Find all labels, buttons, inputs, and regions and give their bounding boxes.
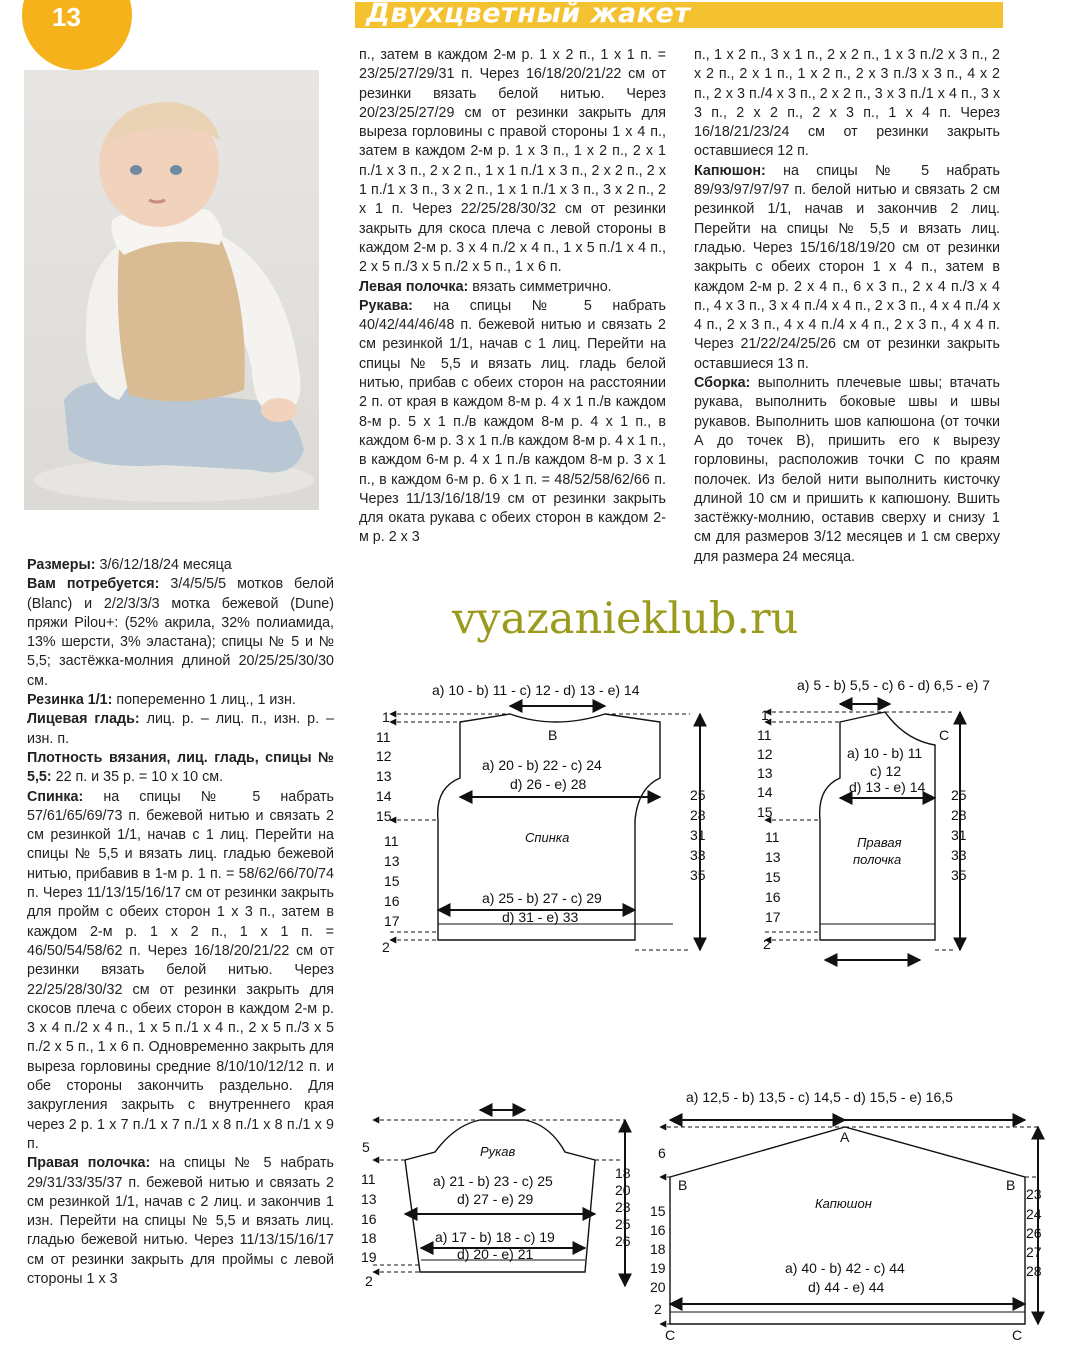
front-left-label: 11: [757, 727, 772, 743]
sizes-heading: Размеры:: [27, 557, 96, 573]
sleeve-right-label: 18: [615, 1165, 631, 1181]
front-left-label: 11: [765, 829, 780, 845]
assembly-paragraph: [694, 374, 1000, 567]
left-front-heading: Левая полочка:: [359, 278, 469, 295]
back-left-label: 11: [376, 729, 391, 745]
front-left-label: 1: [761, 707, 769, 723]
sleeve-left-label: 11: [361, 1171, 376, 1187]
hood-right-labels: [1026, 1186, 1042, 1279]
front-right-labels: [951, 787, 967, 883]
sleeve-piece-name: Рукав: [480, 1144, 516, 1159]
hood-left-label: 20: [650, 1279, 666, 1295]
back-heading: Спинка:: [27, 788, 84, 805]
back-left-labels: [376, 709, 400, 955]
back-left-label: 13: [376, 768, 392, 784]
hood-right-label: 28: [1026, 1263, 1042, 1279]
text-column-2: [359, 46, 666, 548]
hood-point-c-left: C: [665, 1327, 676, 1343]
assembly-heading: Сборка:: [694, 375, 751, 392]
sleeves-text: на спицы № 5 набрать 40/42/44/46/48 п. бежевой нитью и связать 2 см резинкой 1/1, начав с 1 лиц. Перейти на спицы № 5,5 и вязать лиц. гладь белой нитью, прибав с обеих сторон на расстоянии 2 п. от края в каждом 8-м р. 4 x 1 п./в каждом 8-м р. 5 x 1 п./в каждом 8-м р. 4 x 1 п., в каждом 6-м р. 3 x 1 п./в каждом 8-м р. 4 x 1 п., в каждом 6-м р. 4 x 1 п./в каждом 8-м р. 3 x 1 п., в каждом 6-м р. 6 x 1 п. = 48/52/58/62/66 п. Через 11/13/16/18/19 см от резинки закрыть для оката рукава с обеих сторон в каждом 2-м р. 2 x 3: [359, 297, 666, 546]
front-left-label: 15: [757, 804, 773, 820]
right-front-heading: Правая полочка:: [27, 1155, 151, 1172]
materials-text: 3/4/5/5/5 мотков белой (Blanc) и 2/2/3/3/3 мотка бежевой (Dune) пряжи Pilou+: (52% акрила, 32% полиамида, 13% шерсти, 3% эластана); спицы № 5 и № 5,5; застёжка-молния длиной 20/25/25/30/30 см.: [27, 576, 334, 689]
sleeve-width-dim-2: d) 27 - e) 29: [457, 1191, 534, 1207]
sleeve-bottom-dim-2: d) 20 - e) 21: [457, 1246, 534, 1262]
hood-point-b-left: B: [678, 1177, 688, 1193]
hood-paragraph: [694, 162, 1000, 374]
gauge-paragraph: [27, 749, 334, 788]
front-piece-name-1: Правая: [857, 835, 902, 850]
sizes-text: 3/6/12/18/24 месяца: [95, 557, 232, 573]
back-right-label: 33: [690, 847, 706, 863]
sleeves-heading: Рукава:: [359, 297, 413, 314]
hood-point-a: A: [840, 1129, 850, 1145]
text-column-1: [27, 556, 334, 1289]
baby-photo-illustration: [24, 70, 319, 510]
hood-heading: Капюшон:: [694, 162, 766, 179]
front-point-c: C: [939, 727, 950, 743]
hood-top-left-label: 6: [658, 1145, 666, 1161]
hood-left-label: 19: [650, 1260, 666, 1276]
sizes-paragraph: [27, 556, 334, 575]
back-right-label: 31: [690, 827, 706, 843]
hood-point-b-right: B: [1006, 1177, 1016, 1193]
hood-left-label: 16: [650, 1222, 666, 1238]
front-left-label: 17: [765, 909, 781, 925]
hood-right-label: 26: [1026, 1225, 1042, 1241]
sleeve-bottom-dim-1: a) 17 - b) 18 - c) 19: [435, 1229, 555, 1245]
back-left-label: 16: [384, 893, 400, 909]
back-piece-name: Спинка: [525, 830, 570, 845]
hood-left-label: 15: [650, 1203, 666, 1219]
back-paragraph: [27, 788, 334, 1155]
sleeve-right-label: 26: [615, 1233, 631, 1249]
sleeve-right-labels: [615, 1165, 631, 1249]
front-left-label: 16: [765, 889, 781, 905]
front-right-label: 31: [951, 827, 967, 843]
left-front-paragraph: [359, 278, 666, 297]
front-neck-dim-3: d) 13 - e) 14: [849, 779, 926, 795]
back-text: на спицы № 5 набрать 57/61/65/69/73 п. бежевой нитью и связать 2 см резинкой 1/1, начав с 1 лиц. Перейти на спицы № 5,5 и вязать лиц. гладью бежевой нитью, прибавив в 1-м р. 1 п. = 58/62/66/70/74 п. Через 11/13/15/16/17 см от резинки закрыть для пройм с обеих сторон 1 x 3 п., затем в каждом 2-м р. 1 x 2 п., 1 x 1 п. = 46/50/54/58/62 п. Через 16/18/20/21/22 см от резинки вязать белой нитью. Через 22/25/28/30/32 см от резинки закрыть для скосов плеча с обеих сторон в каждом 2-м р. 3 x 4 п./2 x 4 п., 1 x 5 п./1 x 4 п., 2 x 5 п./3 x 5 п./2 x 5 п., 1 x 6 п. Одновременно закрыть для выреза горловины средние 8/10/10/12/12 п. и обе стороны закончить раздельно. Для закругления закрыть с внутреннего края через 2 р. 1 x 7 п./1 x 7 п./1 x 8 п./1 x 8 п./1 x 9 п.: [27, 788, 334, 1152]
hood-bottom-dim-1: a) 40 - b) 42 - c) 44: [785, 1260, 905, 1276]
hood-bottom-dim-2: d) 44 - e) 44: [808, 1279, 885, 1295]
front-right-label: 28: [951, 807, 967, 823]
gauge-heading: Плотность вязания, лиц. гладь, спицы № 5,5:: [27, 749, 334, 786]
back-left-label: 14: [376, 788, 392, 804]
rib-text: попеременно 1 лиц., 1 изн.: [112, 692, 296, 709]
sleeve-top-label: 5: [362, 1139, 370, 1155]
sleeve-left-label: 16: [361, 1211, 377, 1227]
page-title: Двухцветный жакет: [366, 0, 691, 29]
front-right-label: 33: [951, 847, 967, 863]
back-left-label: 1: [382, 709, 390, 725]
sleeve-right-label: 23: [615, 1199, 631, 1215]
front-right-label: 35: [951, 867, 967, 883]
back-right-labels: [690, 787, 706, 883]
hood-right-label: 27: [1026, 1244, 1042, 1260]
gauge-text: 22 п. и 35 р. = 10 x 10 см.: [51, 769, 224, 786]
sleeve-width-dim-1: a) 21 - b) 23 - c) 25: [433, 1173, 553, 1189]
back-bottom-dim-1: a) 25 - b) 27 - c) 29: [482, 890, 602, 906]
hood-bottom-left-label: 2: [654, 1301, 662, 1317]
page-number-badge: [22, 0, 132, 70]
back-right-label: 28: [690, 807, 706, 823]
sleeves-paragraph: [359, 297, 666, 548]
back-chest-dim-2: d) 26 - e) 28: [510, 776, 587, 792]
back-schematic: [360, 670, 720, 970]
back-bottom-dim-2: d) 31 - e) 33: [502, 909, 579, 925]
hood-point-c-right: C: [1012, 1327, 1023, 1343]
back-left-label: 12: [376, 748, 392, 764]
front-left-label: 13: [765, 849, 781, 865]
hood-text: на спицы № 5 набрать 89/93/97/97/97 п. белой нитью и связать 2 см резинкой 1/1, начав и закончив 2 лиц. Перейти на спицы № 5,5 и вязать лиц. гладью. Через 15/16/18/19/20 см от резинки закрыть с обеих сторон 1 x 4 п., затем в каждом 2-м р. 2 x 4 п., 6 x 3 п., 2 x 4 п./3 x 4 п., 4 x 3 п., 3 x 4 п./4 x 4 п., 2 x 3 п., 4 x 4 п./4 x 4 п., 2 x 3 п., 4 x 4 п./4 x 4 п., 2 x 3 п., 4 x 4 п. Через 21/22/24/25/26 см от резинки закрыть оставшиеся 13 п.: [694, 162, 1000, 372]
front-left-label: 15: [765, 869, 781, 885]
left-front-text: вязать симметрично.: [468, 278, 612, 295]
sleeve-left-label: 19: [361, 1249, 377, 1265]
hood-right-label: 23: [1026, 1186, 1042, 1202]
front-left-label: 2: [763, 936, 771, 952]
sleeve-left-labels: [361, 1171, 377, 1289]
sleeve-schematic: [355, 1100, 645, 1300]
front-left-labels: [757, 707, 781, 952]
baby-photo: [24, 70, 319, 510]
stockinette-heading: Лицевая гладь:: [27, 711, 140, 728]
stockinette-paragraph: [27, 710, 334, 749]
watermark: vyazanieklub.ru: [452, 594, 799, 644]
sleeve-left-label: 13: [361, 1191, 377, 1207]
page-number: 13: [52, 2, 81, 32]
front-piece-name-2: полочка: [853, 852, 902, 867]
back-point-b: B: [548, 727, 558, 743]
sleeves-continued: п., 1 x 2 п., 3 x 1 п., 2 x 2 п., 1 x 3 п./2 x 3 п., 2 x 2 п., 2 x 1 п., 1 x 2 п., 2 x 3 п./3 x 3 п., 4 x 2 п., 2 x 3 п./4 x 3 п., 2 x 2 п., 3 x 3 п./1 x 4 п., 3 x 3 п., 2 x 2 п., 2 x 3 п., 1 x 4 п. Через 16/18/21/23/24 см от резинки закрыть оставшиеся 12 п.: [694, 47, 1000, 160]
front-right-label: 25: [951, 787, 967, 803]
front-top-dim: a) 5 - b) 5,5 - c) 6 - d) 6,5 - e) 7: [797, 677, 990, 693]
hood-right-label: 24: [1026, 1206, 1042, 1222]
back-right-label: 35: [690, 867, 706, 883]
rib-heading: Резинка 1/1:: [27, 692, 113, 709]
back-left-label: 11: [384, 833, 399, 849]
rib-paragraph: [27, 691, 334, 710]
back-chest-dim-1: a) 20 - b) 22 - c) 24: [482, 757, 602, 773]
sleeve-right-label: 25: [615, 1216, 631, 1232]
back-left-label: 2: [382, 939, 390, 955]
assembly-text: выполнить плечевые швы; втачать рукава, выполнить боковые швы и швы рукавов. Выполнить шов капюшона (от точки А до точек В), пришить его к вырезу горловины, расположив точки С по краям полочек. Из белой нити выполнить кисточку длиной 10 см и пришить к капюшону. Вшить застёжку-молнию, оставив сверху и снизу 1 см для размеров 3/12 месяцев и 1 см сверху для размера 24 месяца.: [694, 375, 1000, 565]
right-front-text: на спицы № 5 набрать 29/31/33/35/37 п. бежевой нитью и связать 2 см резинкой 1/1, начав с 2 лиц. и закончив 1 изн. Перейти на спицы № 5,5 и вязать лиц. гладью бежевой нитью. Через 11/13/15/16/17 см от резинки закрыть для проймы с левой стороны 1 x 3: [27, 1155, 334, 1287]
materials-heading: Вам потребуется:: [27, 576, 160, 593]
hood-left-labels: [650, 1203, 666, 1295]
back-top-dim: a) 10 - b) 11 - c) 12 - d) 13 - e) 14: [432, 682, 640, 698]
back-left-label: 13: [384, 853, 400, 869]
text-column-3: [694, 46, 1000, 567]
back-left-label: 17: [384, 913, 400, 929]
hood-top-dim: a) 12,5 - b) 13,5 - c) 14,5 - d) 15,5 - e) 16,5: [686, 1089, 953, 1105]
right-front-continued: п., затем в каждом 2-м р. 1 x 2 п., 1 x 1 п. = 23/25/27/29/31 п. Через 16/18/20/21/22 см от резинки вязать белой нитью. Через 20/23/25/27/29 см от резинки закрыть для выреза горловины с правой стороны 1 x 4 п., затем в каждом 2-м р. 1 x 3 п., 1 x 2 п., 2 x 1 п./1 x 3 п., 2 x 2 п., 1 x 1 п./1 x 3 п., 2 x 2 п., 2 x 1 п./1 x 3 п., 3 x 2 п., 1 x 1 п./1 x 3 п., 3 x 2 п., 2 x 1 п. Через 22/25/28/30/32 см от резинки закрыть для скоса плеча с левой стороны в каждом 2-м р. 3 x 4 п./2 x 4 п., 1 x 5 п./1 x 4 п., 2 x 5 п./3 x 5 п./2 x 5 п., 1 x 6 п.: [359, 47, 666, 276]
hood-piece-name: Капюшон: [815, 1196, 872, 1211]
front-neck-dim-1: a) 10 - b) 11: [847, 745, 923, 761]
materials-paragraph: [27, 575, 334, 691]
hood-left-label: 18: [650, 1241, 666, 1257]
front-left-label: 14: [757, 784, 773, 800]
sleeve-left-label: 18: [361, 1230, 377, 1246]
sleeve-left-label: 2: [365, 1273, 373, 1289]
front-neck-dim-2: c) 12: [870, 763, 902, 779]
sleeve-right-label: 20: [615, 1182, 631, 1198]
hood-schematic: [640, 1082, 1060, 1347]
back-left-label: 15: [384, 873, 400, 889]
front-left-label: 13: [757, 765, 773, 781]
right-front-paragraph: [27, 1154, 334, 1289]
back-left-label: 15: [376, 808, 392, 824]
back-right-label: 25: [690, 787, 706, 803]
front-left-label: 12: [757, 746, 773, 762]
right-front-schematic: [745, 670, 1055, 970]
stockinette-text: лиц. р. – лиц. п., изн. р. – изн. п.: [27, 711, 334, 747]
